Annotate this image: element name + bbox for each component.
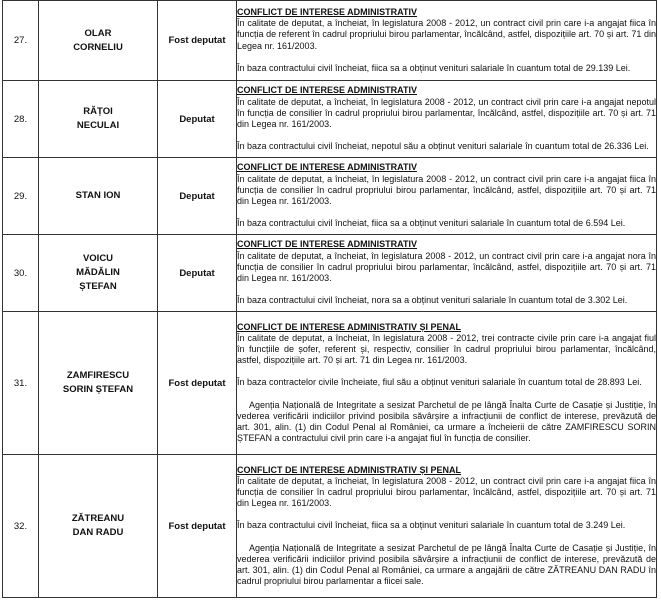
case-heading: CONFLICT DE INTERESE ADMINISTRATIV [237,6,417,17]
person-name: OLAR CORNELIU [39,1,158,81]
case-paragraph: În calitate de deputat, a încheiat, în legislatura 2008 - 2012, un contract civil prin care i-a angajat fiica în funcția de consilier în cadrul propriului birou parlamentar, încălcând, astfel, dispozițiile art. 70 și art. 71 din Legea nr. 161/2003. [237,173,656,207]
table-row [3,81,657,158]
case-details [237,455,657,598]
case-heading: CONFLICT DE INTERESE ADMINISTRATIV [237,239,417,250]
case-paragraph: În calitate de deputat, a încheiat, în legislatura 2008 - 2012, un contract civil prin care i-a angajat nepotul în funcția de consilier în cadrul propriului birou parlamentar, încălcând, astfel, dispozițiile art. 70 și art. 71 din Legea nr. 161/2003. [237,96,656,130]
case-income: În baza contractului civil încheiat, fiica sa a obținut venituri salariale în cuantum total de 6.594 Lei. [237,218,626,229]
case-heading: CONFLICT DE INTERESE ADMINISTRATIV [237,162,417,173]
row-number: 27. [3,1,39,81]
case-details [237,81,657,158]
case-details [237,312,657,455]
row-number: 30. [3,235,39,312]
case-referral: Agenția Națională de Integritate a sesizat Parchetul de pe lângă Înalta Curte de Casație și Justiție, în vederea verificării indiciilor privind posibila săvârșire a infracțiunii de conflict de interese, prevăzută de art. 301, alin. (1) din Codul Penal al României, ca urmare a încheierii de către ZAMFIRESCU SORIN ȘTEFAN a contractului civil prin care i-a angajat fiul în funcția de consilier. [237,399,656,444]
case-referral: Agenția Națională de Integritate a sesizat Parchetul de pe lângă Înalta Curte de Casație și Justiție, în vederea verificării indiciilor privind posibila săvârșire a infracțiunii de conflict de interese, prevăzută de art. 301, alin. (1) din Codul Penal al României, ca urmare a angajării de către ZĂTREANU DAN RADU în cadrul propriului birou parlamentar a fiicei sale. [237,542,656,587]
case-paragraph: În calitate de deputat, a încheiat, în legislatura 2008 - 2012, un contract civil prin care i-a angajat fiica în funcția de consilier în cadrul propriului birou parlamentar, încălcând, astfel, dispozițiile art. 70 și art. 71 din Legea nr. 161/2003. [237,475,656,509]
table-row [3,158,657,235]
table-row [3,455,657,598]
case-details [237,1,657,81]
integrity-report-table [2,0,657,598]
person-function: Fost deputat [158,312,237,455]
person-name: STAN ION [39,158,158,235]
row-number: 32. [3,455,39,598]
person-name: RĂȚOI NECULAI [39,81,158,158]
case-heading: CONFLICT DE INTERESE ADMINISTRATIV ȘI PENAL [237,464,462,475]
person-name: VOICU MĂDĂLIN ȘTEFAN [39,235,158,312]
case-income: În baza contractelor civile încheiate, fiul său a obținut venituri salariale în cuantum total de 28.893 Lei. [237,377,642,388]
person-function: Fost deputat [158,1,237,81]
case-income: În baza contractului civil încheiat, nora sa a obținut venituri salariale în cuantum total de 3.302 Lei. [237,295,628,306]
case-heading: CONFLICT DE INTERESE ADMINISTRATIV ȘI PENAL [237,321,462,332]
case-details [237,158,657,235]
row-number: 29. [3,158,39,235]
person-function: Fost deputat [158,455,237,598]
case-income: În baza contractului civil încheiat, fiica sa a obținut venituri salariale în cuantum total de 29.139 Lei. [237,62,631,73]
table-row [3,1,657,81]
case-paragraph: În calitate de deputat, a încheiat, în legislatura 2008 - 2012, un contract civil prin care i-a angajat fiica în funcția de referent în cadrul propriului birou parlamentar, încălcând, astfel, dispozițiile art. 70 și art. 71 din Legea nr. 161/2003. [237,18,656,51]
case-details [237,235,657,312]
table-row [3,312,657,455]
person-function: Deputat [158,158,237,235]
case-paragraph: În calitate de deputat, a încheiat, în legislatura 2008 - 2012, un contract civil prin care i-a angajat nora în funcția de consilier în cadrul propriului birou parlamentar, încălcând, astfel, dispozițiile art. 70 și art. 71 din Legea nr. 161/2003. [237,250,656,284]
person-name: ZĂTREANU DAN RADU [39,455,158,598]
case-income: În baza contractului civil încheiat, nepotul său a obținut venituri salariale în cuantum total de 26.336 Lei. [237,141,649,152]
row-number: 28. [3,81,39,158]
case-income: În baza contractului civil încheiat, fiica sa a obținut venituri salariale în cuantum total de 3.249 Lei. [237,520,626,531]
table-row [3,235,657,312]
person-function: Deputat [158,81,237,158]
case-paragraph: În calitate de deputat, a încheiat, în legislatura 2008 - 2012, trei contracte civile prin care i-a angajat fiul în funcțiile de șofer, referent și, respectiv, consilier în cadrul propriului birou parlamentar, încălcând, astfel, dispozițiile art. 70 și art. 71 din Legea nr. 161/2003. [237,332,656,366]
person-function: Deputat [158,235,237,312]
person-name: ZAMFIRESCU SORIN ȘTEFAN [39,312,158,455]
case-heading: CONFLICT DE INTERESE ADMINISTRATIV [237,85,417,96]
row-number: 31. [3,312,39,455]
